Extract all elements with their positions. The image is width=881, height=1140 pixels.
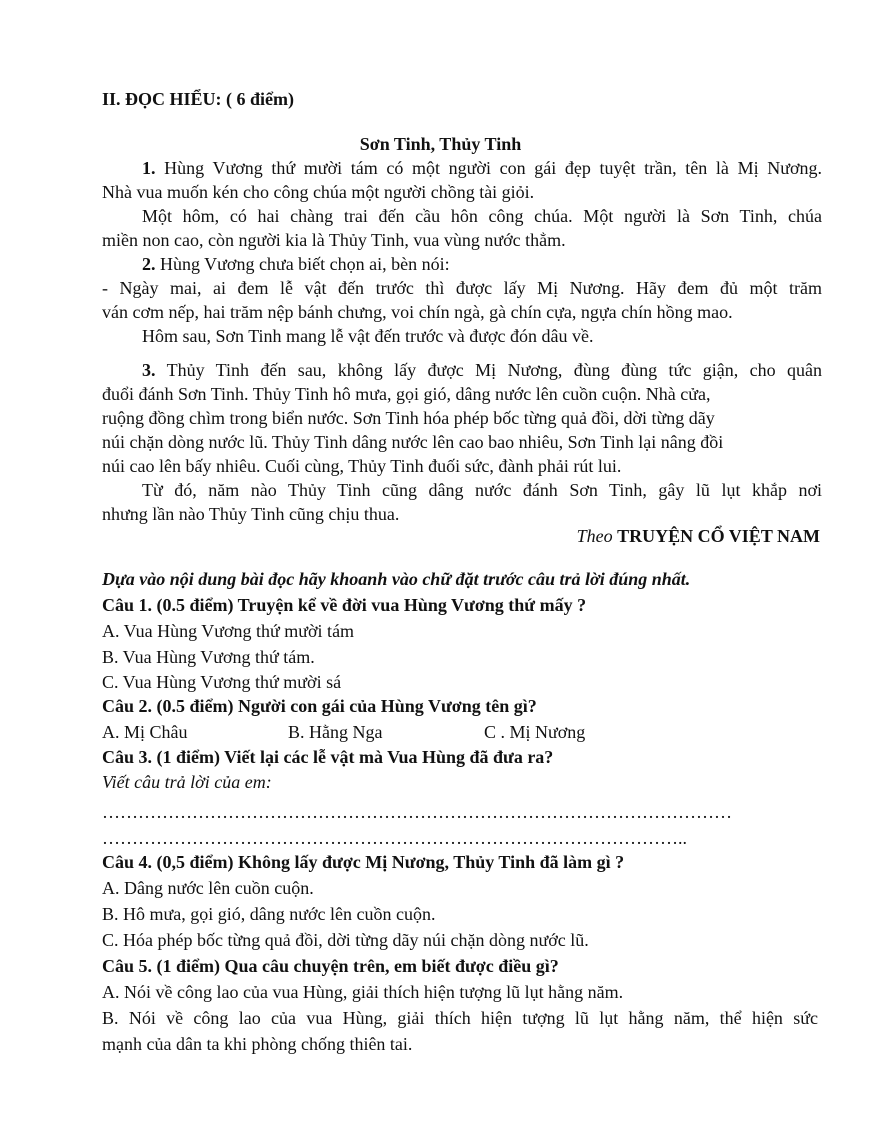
story-line: - Ngày mai, ai đem lễ vật đến trước thì được lấy Mị Nương. Hãy đem đủ một trăm [102, 278, 822, 298]
q5-option-a: A. Nói về công lao của vua Hùng, giải thích hiện tượng lũ lụt hằng năm. [102, 982, 624, 1002]
story-line-text: Thủy Tinh đến sau, không lấy được Mị Nương, đùng đùng tức giận, cho quân [166, 360, 822, 380]
q1-option-b: B. Vua Hùng Vương thứ tám. [102, 647, 315, 667]
source-name: TRUYỆN CỔ VIỆT NAM [617, 526, 820, 546]
question-2: Câu 2. (0.5 điểm) Người con gái của Hùng Vương tên gì? [102, 696, 537, 716]
story-line [142, 358, 822, 382]
question-1: Câu 1. (0.5 điểm) Truyện kể về đời vua Hùng Vương thứ mấy ? [102, 595, 587, 615]
story-line: Một hôm, có hai chàng trai đến cầu hôn công chúa. Một người là Sơn Tinh, chúa [142, 206, 822, 226]
story-line-text: Hùng Vương chưa biết chọn ai, bèn nói: [160, 254, 450, 274]
paragraph-number: 3. [142, 360, 156, 380]
q3-prompt: Viết câu trả lời của em: [102, 772, 272, 792]
story-line: miền non cao, còn người kia là Thủy Tinh, vua vùng nước thẳm. [102, 230, 566, 250]
source-prefix: Theo [576, 526, 613, 546]
story-title: Sơn Tinh, Thủy Tinh [359, 134, 522, 154]
answer-line[interactable]: …………………………………………………………………………………………… [102, 802, 732, 822]
story-line: đuổi đánh Sơn Tinh. Thủy Tinh hô mưa, gọi gió, dâng nước lên cuồn cuộn. Nhà cửa, [102, 384, 711, 404]
story-line: núi cao lên bấy nhiêu. Cuối cùng, Thủy Tinh đuối sức, đành phải rút lui. [102, 456, 622, 476]
q4-option-a: A. Dâng nước lên cuồn cuộn. [102, 878, 314, 898]
q1-option-c: C. Vua Hùng Vương thứ mười sá [102, 672, 342, 692]
story-line: nhưng lần nào Thủy Tinh cũng chịu thua. [102, 504, 400, 524]
story-line: ván cơm nếp, hai trăm nệp bánh chưng, voi chín ngà, gà chín cựa, ngựa chín hồng mao. [102, 302, 733, 322]
story-line: Từ đó, năm nào Thủy Tinh cũng dâng nước đánh Sơn Tinh, gây lũ lụt khắp nơi [142, 480, 822, 500]
q4-option-c: C. Hóa phép bốc từng quả đồi, dời từng dãy núi chặn dòng nước lũ. [102, 930, 589, 950]
story-line-text: Hùng Vương thứ mười tám có một người con gái đẹp tuyệt trần, tên là Mị Nương. [164, 158, 822, 178]
story-line: ruộng đồng chìm trong biển nước. Sơn Tinh hóa phép bốc từng quả đồi, dời từng dãy [102, 408, 715, 428]
story-source [577, 524, 820, 548]
q5-option-b-continued: mạnh của dân ta khi phòng chống thiên tai. [102, 1034, 413, 1054]
question-3: Câu 3. (1 điểm) Viết lại các lễ vật mà Vua Hùng đã đưa ra? [102, 747, 554, 767]
q1-option-a: A. Vua Hùng Vương thứ mười tám [102, 621, 355, 641]
story-line: núi chặn dòng nước lũ. Thủy Tinh dâng nước lên cao bao nhiêu, Sơn Tinh lại nâng đồi [102, 432, 724, 452]
story-line: Hôm sau, Sơn Tinh mang lễ vật đến trước và được đón dâu về. [142, 326, 594, 346]
question-4: Câu 4. (0,5 điểm) Không lấy được Mị Nương, Thủy Tinh đã làm gì ? [102, 852, 625, 872]
paragraph-number: 2. [142, 254, 156, 274]
story-line [142, 252, 450, 276]
instruction: Dựa vào nội dung bài đọc hãy khoanh vào chữ đặt trước câu trả lời đúng nhất. [102, 569, 691, 589]
q2-option-a: A. Mị Châu [102, 722, 188, 742]
story-line [142, 156, 822, 180]
q5-option-b: B. Nói về công lao của vua Hùng, giải thích hiện tượng lũ lụt hằng năm, thể hiện sức [102, 1008, 818, 1028]
paragraph-number: 1. [142, 158, 156, 178]
q4-option-b: B. Hô mưa, gọi gió, dâng nước lên cuồn cuộn. [102, 904, 436, 924]
q2-option-b: B. Hằng Nga [288, 722, 383, 742]
q2-option-c: C . Mị Nương [484, 722, 586, 742]
section-heading: II. ĐỌC HIỂU: ( 6 điểm) [102, 89, 294, 109]
answer-line[interactable]: …………………………………………………………………………………….. [102, 828, 687, 848]
story-line: Nhà vua muốn kén cho công chúa một người chồng tài giỏi. [102, 182, 535, 202]
question-5: Câu 5. (1 điểm) Qua câu chuyện trên, em biết được điều gì? [102, 956, 559, 976]
